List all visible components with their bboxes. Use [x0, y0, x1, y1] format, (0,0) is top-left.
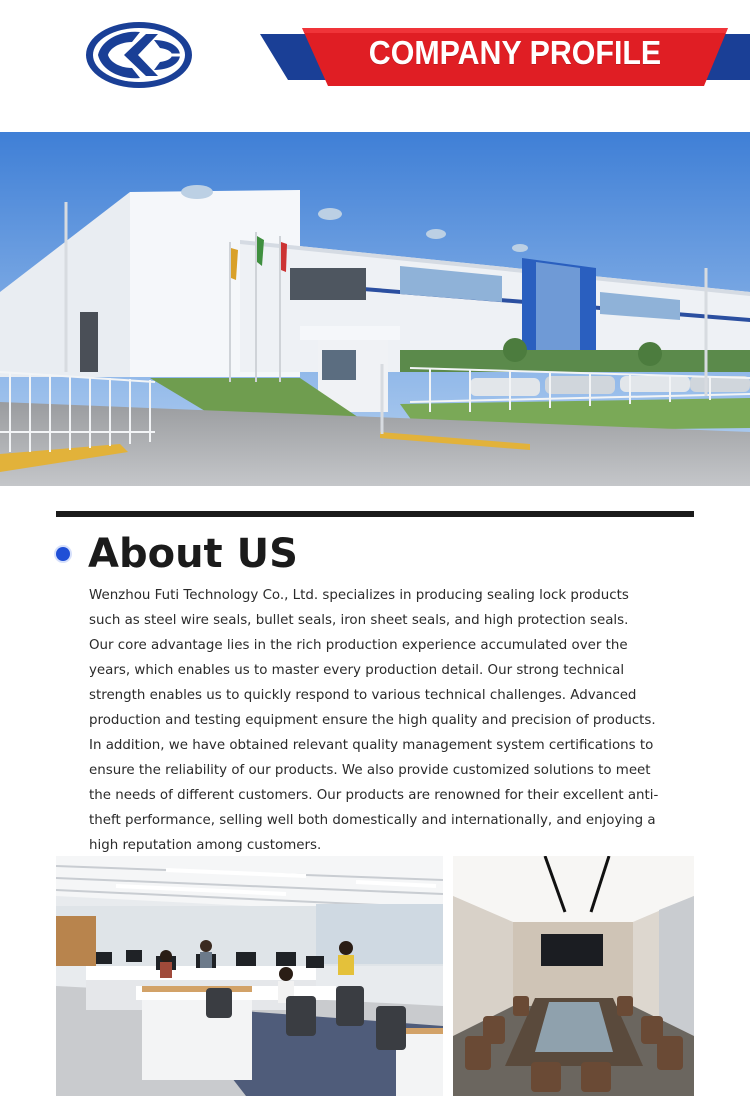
section-divider — [56, 511, 694, 517]
about-title: About US — [88, 531, 298, 577]
about-paragraph-1: Wenzhou Futi Technology Co., Ltd. specializes in producing sealing lock products such as steel wire seals, bullet seals, iron sheet seals, and high protection seals. — [89, 588, 629, 628]
company-logo-icon — [84, 20, 194, 90]
page-header — [0, 0, 750, 132]
bullet-dot-icon — [56, 547, 70, 561]
banner-title: COMPANY PROFILE — [368, 34, 662, 71]
factory-building-photo — [0, 132, 750, 486]
about-body — [89, 583, 664, 858]
meeting-room-photo — [453, 856, 694, 1096]
about-paragraph-2: Our core advantage lies in the rich production experience accumulated over the years, which enables us to master every production detail. Our strong technical strength enables us to quickly respond to various technical challenges. Advanced production and testing equipment ensure the high quality and precision of products. In addition, we have obtained relevant quality management system certifications to ensure the reliability of our products. We also provide customized solutions to meet the needs of different customers. Our products are renowned for their excellent anti-theft performance, selling well both domestically and internationally, and enjoying a high reputation among customers. — [89, 638, 659, 853]
office-photo — [56, 856, 443, 1096]
